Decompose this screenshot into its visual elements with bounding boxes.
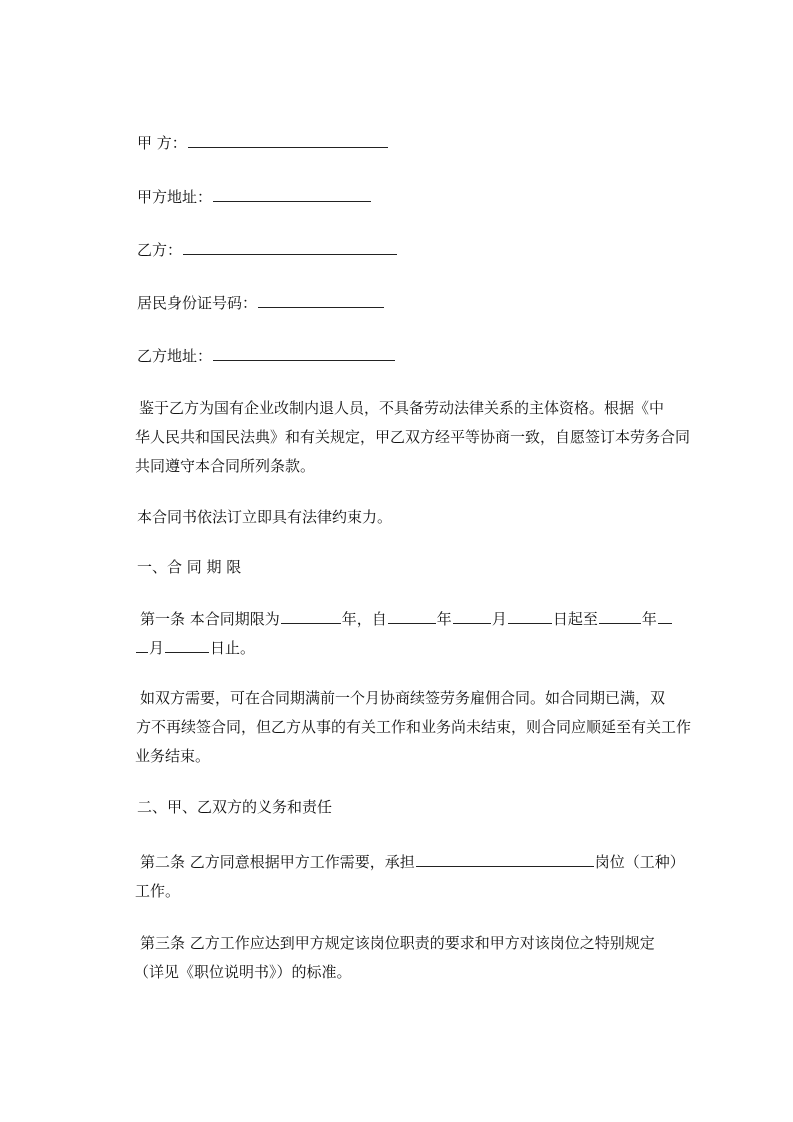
article-1-text: 月 bbox=[149, 639, 165, 657]
renewal-paragraph bbox=[137, 684, 691, 771]
binding-statement: 本合同书依法订立即具有法律约束力。 bbox=[137, 508, 393, 526]
party-a-address-blank[interactable] bbox=[213, 187, 371, 202]
article-1-text: 年 bbox=[641, 610, 657, 628]
start-year-blank[interactable] bbox=[388, 609, 436, 624]
end-month-blank[interactable] bbox=[658, 609, 672, 624]
article-2-line-2: 工作。 bbox=[135, 882, 181, 900]
renewal-line: 如双方需要，可在合同期满前一个月协商续签劳务雇佣合同。如合同期已满，双 bbox=[140, 689, 666, 707]
start-day-blank[interactable] bbox=[508, 609, 552, 624]
party-a-address-field bbox=[137, 187, 372, 207]
party-b-address-field bbox=[137, 346, 396, 366]
article-2-text: 第二条 乙方同意根据甲方工作需要，承担 bbox=[140, 853, 415, 871]
article-1-text: 日止。 bbox=[210, 639, 256, 657]
party-a-address-label: 甲方地址： bbox=[137, 188, 213, 206]
intro-line: 共同遵守本合同所列条款。 bbox=[135, 457, 316, 475]
end-month-blank-cont[interactable] bbox=[136, 638, 148, 653]
article-3 bbox=[134, 929, 655, 987]
article-1-text: 日起至 bbox=[552, 610, 598, 628]
party-b-address-label: 乙方地址： bbox=[137, 347, 213, 365]
article-1-text: 月 bbox=[491, 610, 507, 628]
start-month-blank[interactable] bbox=[453, 609, 491, 624]
party-b-label: 乙方： bbox=[137, 241, 183, 259]
party-a-blank[interactable] bbox=[188, 133, 388, 148]
intro-paragraph bbox=[137, 394, 690, 481]
party-a-label: 甲 方： bbox=[137, 134, 187, 152]
id-number-field bbox=[137, 293, 385, 313]
article-2-text: 岗位（工种） bbox=[594, 853, 685, 871]
id-number-blank[interactable] bbox=[258, 293, 384, 308]
term-years-blank[interactable] bbox=[281, 609, 341, 624]
party-a-field bbox=[137, 133, 389, 153]
party-b-field bbox=[137, 240, 398, 260]
renewal-line: 方不再续签合同，但乙方从事的有关工作和业务尚未结束，则合同应顺延至有关工作 bbox=[136, 718, 692, 736]
id-number-label: 居民身份证号码： bbox=[137, 294, 258, 312]
article-1-line-2 bbox=[135, 634, 673, 663]
party-b-blank[interactable] bbox=[183, 240, 397, 255]
article-1-line-1 bbox=[137, 605, 673, 634]
section-1-title: 一、合 同 期 限 bbox=[137, 558, 242, 576]
article-3-line: （详见《职位说明书》）的标准。 bbox=[134, 963, 352, 981]
party-b-address-blank[interactable] bbox=[213, 346, 395, 361]
intro-line: 华人民共和国民法典》和有关规定，甲乙双方经平等协商一致，自愿签订本劳务合同 bbox=[135, 428, 691, 446]
section-2-title: 二、甲、乙双方的义务和责任 bbox=[137, 798, 333, 816]
article-2 bbox=[137, 848, 685, 906]
position-blank[interactable] bbox=[416, 852, 594, 867]
article-1-text: 年，自 bbox=[341, 610, 387, 628]
article-1-text: 年 bbox=[436, 610, 452, 628]
end-year-blank[interactable] bbox=[599, 609, 641, 624]
end-day-blank[interactable] bbox=[165, 638, 209, 653]
article-3-line: 第三条 乙方工作应达到甲方规定该岗位职责的要求和甲方对该岗位之特别规定 bbox=[140, 934, 655, 952]
article-2-line-1 bbox=[137, 848, 685, 877]
renewal-line: 业务结束。 bbox=[135, 747, 211, 765]
article-1 bbox=[137, 605, 673, 663]
intro-line: 鉴于乙方为国有企业改制内退人员，不具备劳动法律关系的主体资格。根据《中 bbox=[139, 399, 665, 417]
article-1-text: 第一条 本合同期限为 bbox=[140, 610, 280, 628]
